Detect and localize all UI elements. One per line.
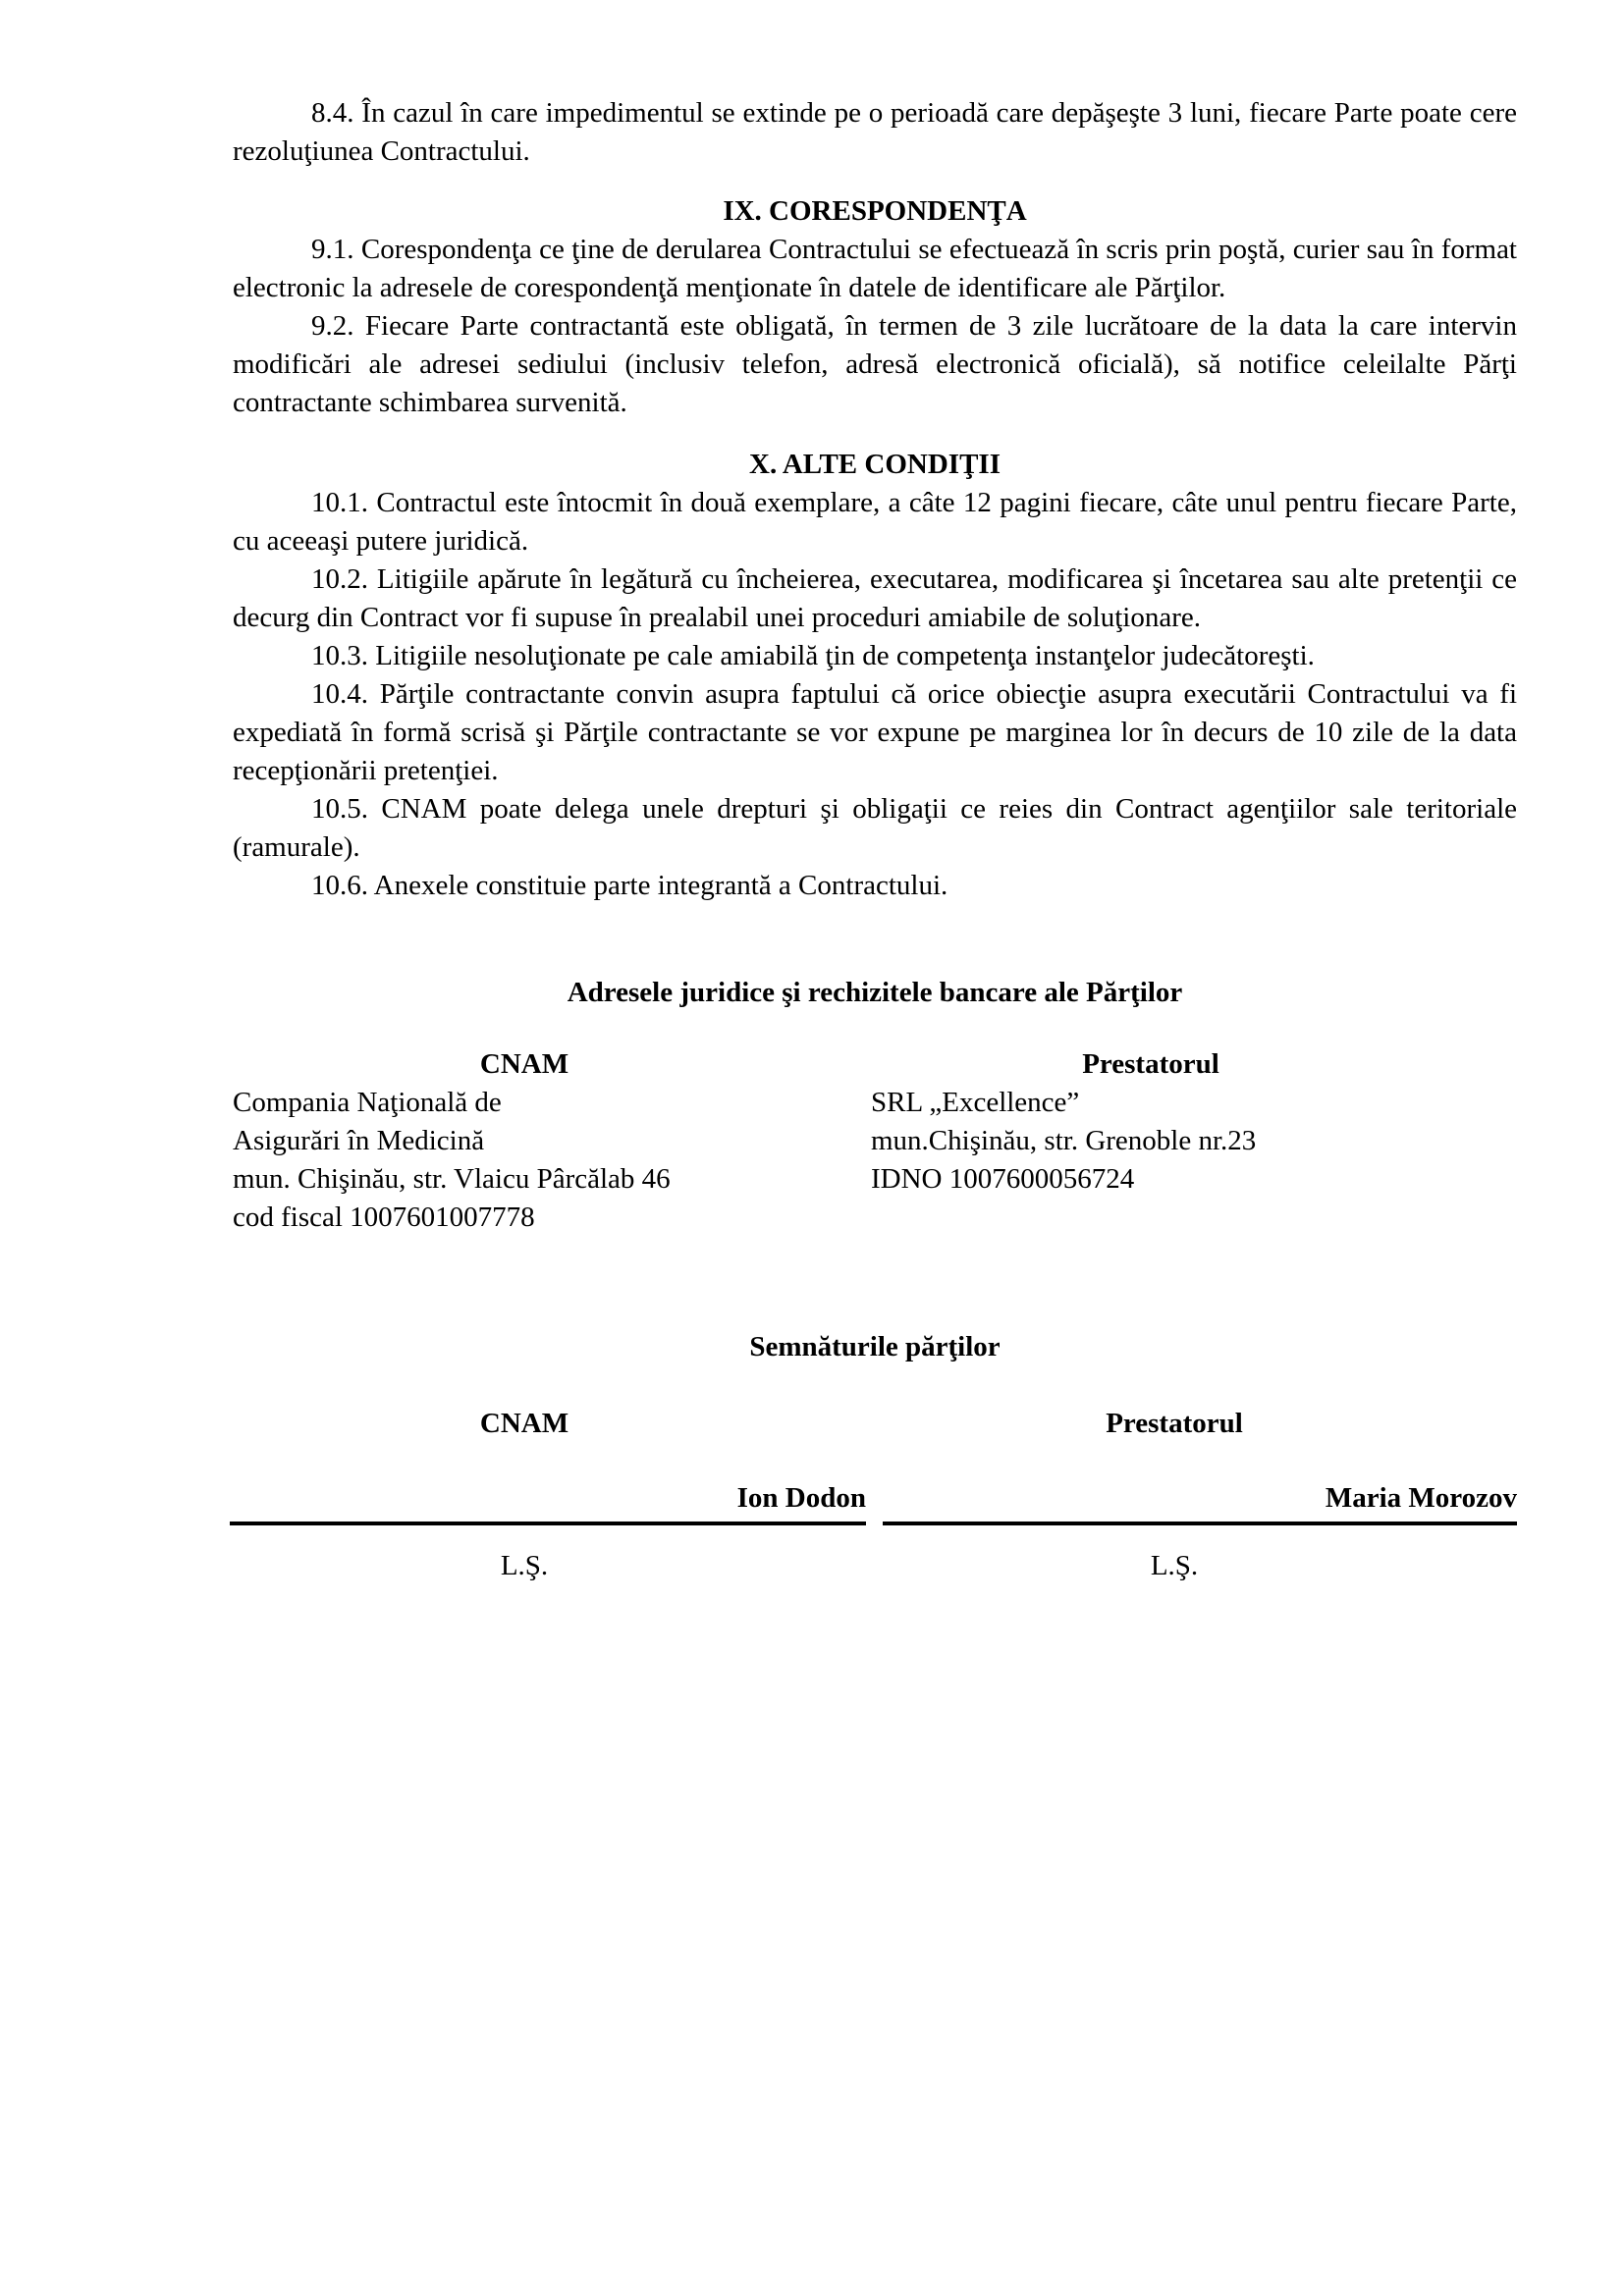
seal-row [233,1547,1517,1585]
addresses-columns [233,1045,1517,1237]
cnam-address-block [233,1045,871,1237]
cnam-heading: CNAM [479,1048,569,1080]
section-ix-title: IX. CORESPONDENŢA [723,195,1027,227]
signatures-title: Semnăturile părţilor [749,1331,1001,1362]
clause-10-3: 10.3. Litigiile nesoluţionate pe cale amiabilă ţin de competenţa instanţelor judecătoreşti. [311,640,1315,671]
cnam-address-line: Compania Naţională de [233,1087,502,1118]
prestator-heading: Prestatorul [1082,1048,1219,1080]
clause-8-4: 8.4. În cazul în care impedimentul se extinde pe o perioadă care depăşeşte 3 luni, fiecare Parte poate cere rezoluţiunea Contractului. [233,97,1517,167]
prestator-address-block [871,1045,1517,1237]
signature-headings [233,1405,1517,1443]
prestator-idno: IDNO 1007600056724 [871,1163,1135,1195]
prestator-address-line: mun.Chişinău, str. Grenoble nr.23 [871,1125,1257,1156]
clause-10-1: 10.1. Contractul este întocmit în două exemplare, a câte 12 pagini fiecare, câte unul pentru fiecare Parte, cu aceeaşi putere juridică. [233,487,1517,557]
clause-10-2: 10.2. Litigiile apărute în legătură cu încheierea, executarea, modificarea şi încetarea sau alte pretenţii ce decurg din Contract vor fi supuse în prealabil unei proceduri amiabile de soluţionare. [233,563,1517,633]
clause-10-6: 10.6. Anexele constituie parte integrantă a Contractului. [311,870,948,901]
signature-cnam-heading: CNAM [479,1408,569,1439]
cnam-address-line: mun. Chişinău, str. Vlaicu Pârcălab 46 [233,1163,671,1195]
signature-prestator-name: Maria Morozov [883,1479,1517,1525]
cnam-fiscal-code: cod fiscal 1007601007778 [233,1201,535,1233]
cnam-address-line: Asigurări în Medicină [233,1125,485,1156]
clause-9-2: 9.2. Fiecare Parte contractantă este obligată, în termen de 3 zile lucrătoare de la data la care intervin modificări ale adresei sediului (inclusiv telefon, adresă electronică oficială), să notifice celeilalte Părţi contractante schimbarea survenită. [233,310,1517,418]
prestator-address-line: SRL „Excellence” [871,1087,1080,1118]
signature-prestator-heading: Prestatorul [1106,1408,1243,1439]
document-page [233,94,1517,1585]
signature-cnam-name: Ion Dodon [230,1479,866,1525]
section-x-title: X. ALTE CONDIŢII [749,449,1001,480]
seal-prestator: L.Ş. [1150,1550,1199,1581]
clause-9-1: 9.1. Corespondenţa ce ţine de derularea Contractului se efectuează în scris prin poştă, curier sau în format electronic la adresele de corespondenţă menţionate în datele de identificare ale Părţilor. [233,234,1517,303]
seal-cnam: L.Ş. [500,1550,549,1581]
signature-lines [233,1479,1517,1525]
addresses-title: Adresele juridice şi rechizitele bancare ale Părţilor [567,977,1183,1008]
clause-10-4: 10.4. Părţile contractante convin asupra faptului că orice obiecţie asupra executării Contractului va fi expediată în formă scrisă şi Părţile contractante se vor expune pe marginea lor în decurs de 10 zile de la data recepţionării pretenţiei. [233,678,1517,786]
clause-10-5: 10.5. CNAM poate delega unele drepturi şi obligaţii ce reies din Contract agenţiilor sale teritoriale (ramurale). [233,793,1517,863]
